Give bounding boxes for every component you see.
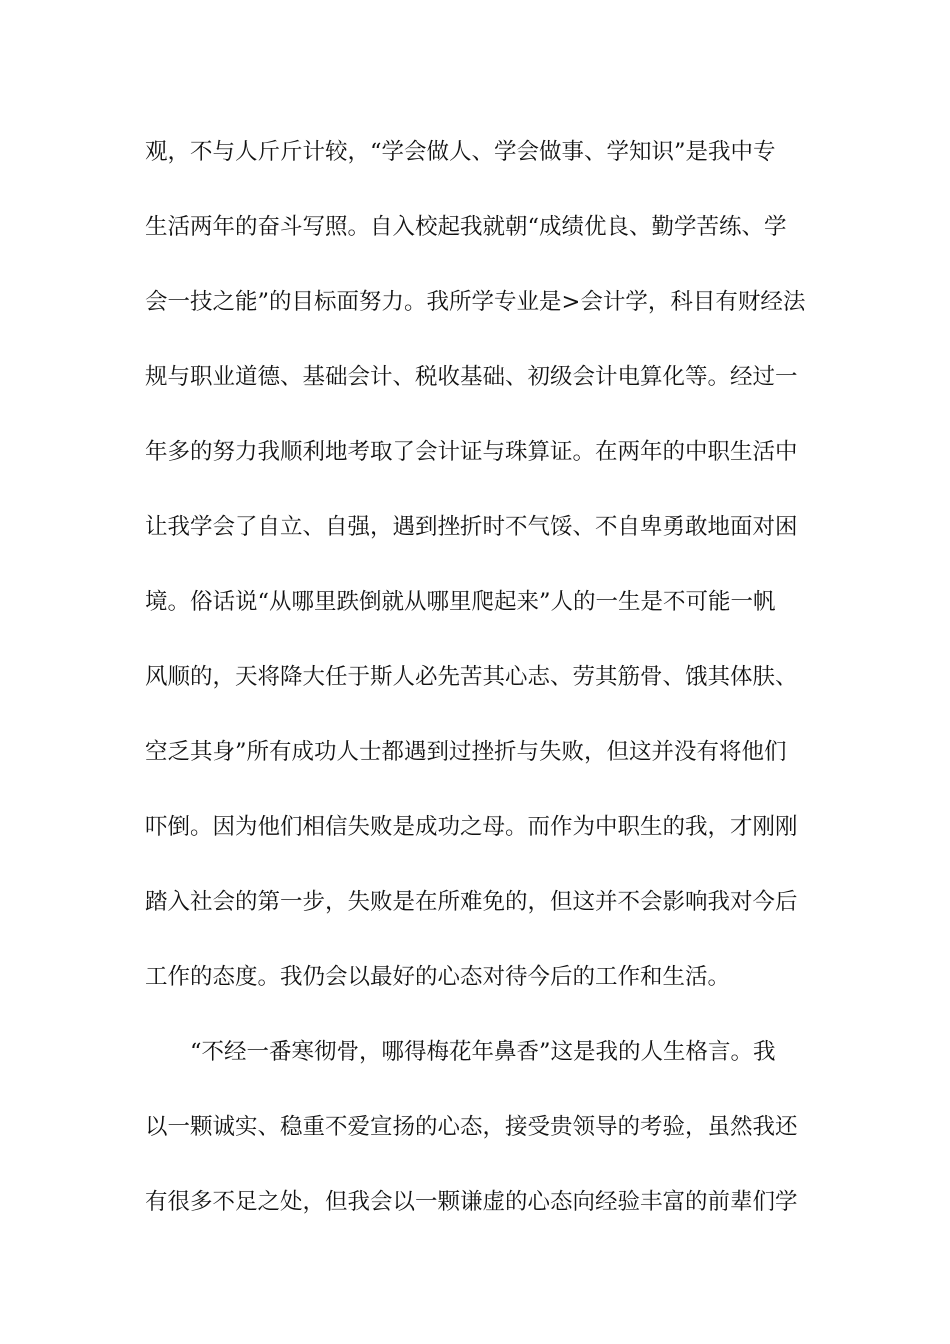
text-line: 空乏其身”所有成功人士都遇到过挫折与失败，但这并没有将他们: [145, 739, 787, 765]
text-line: 风顺的，天将降大任于斯人必先苦其心志、劳其筋骨、饿其体肤、: [145, 664, 798, 690]
text-line: 境。俗话说“从哪里跌倒就从哪里爬起来”人的一生是不可能一帆: [145, 589, 776, 615]
text-line: 让我学会了自立、自强，遇到挫折时不气馁、不自卑勇敢地面对困: [145, 514, 798, 540]
text-line: 工作的态度。我仍会以最好的心态对待今后的工作和生活。: [145, 964, 731, 990]
text-line: 有很多不足之处，但我会以一颗谦虚的心态向经验丰富的前辈们学: [145, 1189, 798, 1215]
body-text: [145, 126, 810, 1251]
text-line: 规与职业道德、基础会计、税收基础、初级会计电算化等。经过一: [145, 364, 798, 390]
text-line: 会一技之能”的目标面努力。我所学专业是>会计学，科目有财经法: [145, 289, 806, 315]
text-line: 以一颗诚实、稳重不爱宣扬的心态，接受贵领导的考验，虽然我还: [145, 1114, 798, 1140]
paragraph-first-line: “不经一番寒彻骨，哪得梅花年鼻香”这是我的人生格言。我: [190, 1039, 776, 1065]
text-line: 年多的努力我顺利地考取了会计证与珠算证。在两年的中职生活中: [145, 439, 798, 465]
text-line: 吓倒。因为他们相信失败是成功之母。而作为中职生的我，才刚刚: [145, 814, 798, 840]
text-line: 观，不与人斤斤计较，“学会做人、学会做事、学知识”是我中专: [145, 139, 776, 165]
text-line: 踏入社会的第一步，失败是在所难免的，但这并不会影响我对今后: [145, 889, 798, 915]
text-line: 生活两年的奋斗写照。自入校起我就朝“成绩优良、勤学苦练、学: [145, 214, 787, 240]
